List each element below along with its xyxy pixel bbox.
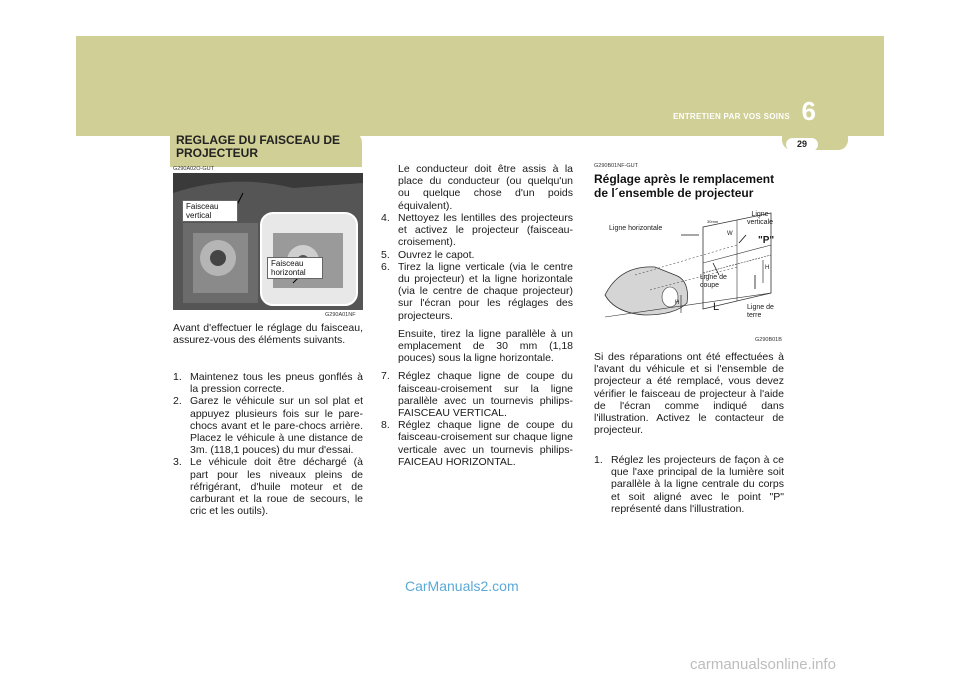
list-item: 2. Garez le véhicule sur un sol plat et appuyez plusieurs fois sur le pare-chocs avant et le pare-chocs arrière. Placez le véhicule à une distance de 3m. (118,1 pouces) du mur d'essai. [173,395,363,457]
page-number: 29 [786,138,818,151]
page-title: REGLAGE DU FAISCEAU DE PROJECTEUR [176,133,341,160]
middle-steps [381,212,573,468]
right-steps [594,454,784,515]
list-item: 1. Maintenez tous les pneus gonflés à la pression correcte. [173,371,363,396]
label-h-right: H [765,265,770,271]
list-item: 8. Réglez chaque ligne de coupe du faisceau-croisement sur chaque ligne verticale avec un tournevis philips-FAICEAU HORIZONTAL. [381,419,573,468]
page-title-box [170,131,362,167]
section-code: G290A02O-GUT [173,166,214,172]
label-l: L [713,301,720,313]
list-item: 6. Tirez la ligne verticale (via le centre du projecteur) et la ligne horizontale (via le centre de chaque projecteur) sur l'écran pour les réglages des projecteurs. Ensuite, tirez la ligne parallèle à un emplacement de 30 mm (1,18 pouces) sous la ligne horizontale. [381,260,573,365]
right-paragraph: Si des réparations ont été effectuées à l'avant du véhicule et si l'ensemble de projecteur a été remplacé, vous devez vérifier le faisceau de projecteur à l'aide de l'écran comme indiqué dans l'illustration. Activez le contacteur de projecteur. [594,351,784,437]
list-item: 4. Nettoyez les lentilles des projecteurs et activez le projecteur (faisceau-croisement). [381,212,573,249]
chapter-number: 6 [801,96,816,126]
photo-code: G290A01NF [325,312,356,318]
label-h-left: H [675,300,680,306]
footer-site-mark: carmanualsonline.info [690,656,836,673]
label-ligne-verticale: Ligne verticale [746,211,774,226]
list-item: 7. Réglez chaque ligne de coupe du faisceau-croisement sur la ligne parallèle avec un tournevis philips-FAISCEAU VERTICAL. [381,370,573,420]
watermark-link[interactable]: CarManuals2.com [405,578,519,594]
label-ligne-de-terre: Ligne de terre [747,304,774,319]
list-item: 3. Le véhicule doit être déchargé (à part pour les niveaux pleins de réfrigérant, d'huile moteur et de carburant et la roue de secours, le cric et les outils). [173,456,363,518]
label-ligne-de-coupe: Ligne de coupe [700,274,727,289]
section-code-right: G290B01NF-GUT [594,163,639,169]
left-steps [173,371,363,517]
list-item: 1. Réglez les projecteurs de façon à ce que l'axe principal de la lumière soit parallèle à la ligne centrale du corps et soit aligné avec le point "P" représenté dans l'illustration. [594,454,784,515]
list-item: 5. Ouvrez le capot. [381,248,475,261]
headlight-diagram [595,205,785,345]
label-w: W [727,231,733,237]
label-ligne-horizontale: Ligne horizontale [609,225,663,232]
label-p: "P" [758,235,775,246]
label-faisceau-vertical: Faisceau vertical [182,200,238,222]
label-faisceau-horizontal: Faisceau horizontal [267,257,323,279]
engine-photo [173,173,363,310]
continued-paragraph: Le conducteur doit être assis à la place du conducteur (ou quelqu'un ou quelque chose d'un poids équivalent). [398,163,573,212]
engine-illustration [173,173,363,310]
label-30mm: 30mm [707,219,719,224]
section-title: ENTRETIEN PAR VOS SOINS [673,112,790,121]
subsection-title: Réglage après le remplacement de l´ensemble de projecteur [594,172,775,200]
header-band [76,36,884,136]
diagram-code: G290B01B [755,337,782,343]
intro-paragraph: Avant d'effectuer le réglage du faisceau, assurez-vous des éléments suivants. [173,322,363,347]
